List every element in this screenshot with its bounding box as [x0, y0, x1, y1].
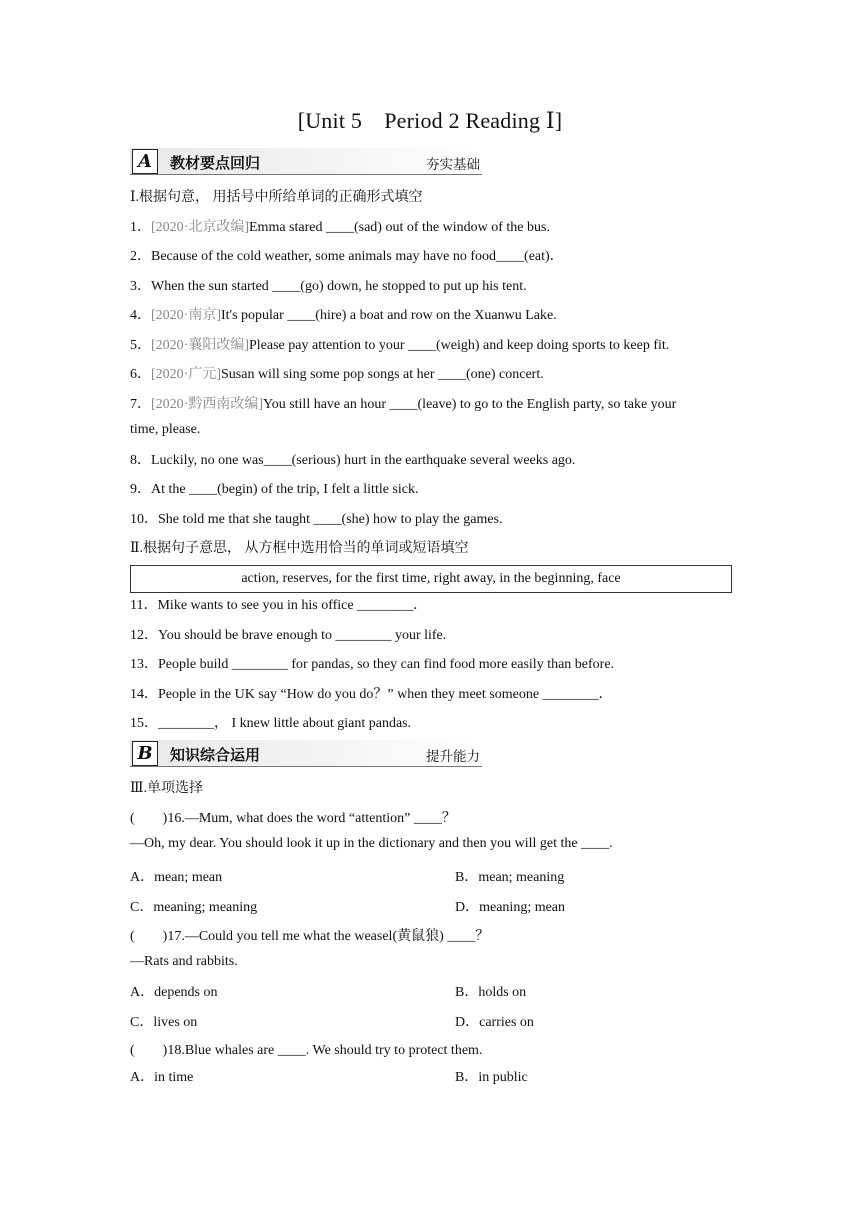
section-b-title: 知识综合运用 [170, 746, 261, 764]
question-5: 5．[2020·襄阳改编]Please pay attention to your ____(weigh) and keep doing sports to keep fit. [130, 338, 670, 353]
question-4: 4．[2020·南京]It's popular ____(hire) a boat and row on the Xuanwu Lake. [130, 308, 557, 323]
section-a-title: 教材要点回归 [170, 154, 261, 172]
question-2: 2．Because of the cold weather, some animals may have no food____(eat)． [130, 249, 564, 264]
section-a-subtitle: 夯实基础 [426, 157, 480, 173]
q18-option-a: A．in time [130, 1070, 194, 1085]
question-18-stem: ( )18.Blue whales are ____. We should try to protect them. [130, 1043, 483, 1058]
question-12: 12．You should be brave enough to ________ your life. [130, 628, 447, 643]
question-15: 15．________， I knew little about giant pandas. [130, 716, 412, 731]
q18-option-b: B．in public [455, 1070, 528, 1085]
question-7: 7．[2020·黔西南改编]You still have an hour ____(leave) to go to the English party, so take your [130, 397, 677, 412]
question-16-stem: ( )16.—Mum, what does the word “attention” ____？ [130, 811, 456, 826]
part3-heading: Ⅲ.单项选择 [130, 781, 204, 796]
section-b-banner [130, 740, 482, 767]
q17-option-c: C．lives on [130, 1015, 198, 1030]
question-10: 10．She told me that she taught ____(she) how to play the games. [130, 512, 503, 527]
q17-option-a: A．depends on [130, 985, 218, 1000]
question-13: 13．People build ________ for pandas, so they can find food more easily than before. [130, 657, 615, 672]
q17-option-d: D．carries on [455, 1015, 534, 1030]
section-a-badge: A [132, 149, 158, 174]
page-title: [Unit 5 Period 2 Reading Ⅰ] [297, 108, 563, 133]
question-17-stem: ( )17.—Could you tell me what the weasel(黄鼠狼) ____？ [130, 929, 490, 944]
q16-option-b: B．mean; meaning [455, 870, 565, 885]
question-16-stem-2: —Oh, my dear. You should look it up in the dictionary and then you will get the ____. [130, 836, 613, 851]
question-7-cont: time, please. [130, 422, 201, 437]
section-a-banner [130, 148, 482, 175]
q16-option-d: D．meaning; mean [455, 900, 566, 915]
question-1: 1．[2020·北京改编]Emma stared ____(sad) out of the window of the bus. [130, 220, 550, 235]
q16-option-a: A．mean; mean [130, 870, 223, 885]
question-9: 9．At the ____(begin) of the trip, I felt a little sick. [130, 482, 419, 497]
question-11: 11．Mike wants to see you in his office ________． [130, 598, 428, 613]
question-8: 8．Luckily, no one was____(serious) hurt in the earthquake several weeks ago. [130, 453, 576, 468]
section-b-subtitle: 提升能力 [426, 749, 480, 765]
part1-heading: Ⅰ.根据句意， 用括号中所给单词的正确形式填空 [130, 190, 423, 205]
question-14: 14．People in the UK say “How do you do？” when they meet someone ________． [130, 687, 613, 702]
question-6: 6．[2020·广元]Susan will sing some pop songs at her ____(one) concert. [130, 367, 544, 382]
q17-option-b: B．holds on [455, 985, 527, 1000]
question-3: 3．When the sun started ____(go) down, he stopped to put up his tent. [130, 279, 527, 294]
q16-option-c: C．meaning; meaning [130, 900, 258, 915]
section-b-badge: B [132, 741, 158, 766]
word-box: action, reserves, for the first time, right away, in the beginning, face [130, 565, 732, 593]
part2-heading: Ⅱ.根据句子意思， 从方框中选用恰当的单词或短语填空 [130, 541, 469, 556]
question-17-stem-2: —Rats and rabbits. [130, 954, 238, 969]
